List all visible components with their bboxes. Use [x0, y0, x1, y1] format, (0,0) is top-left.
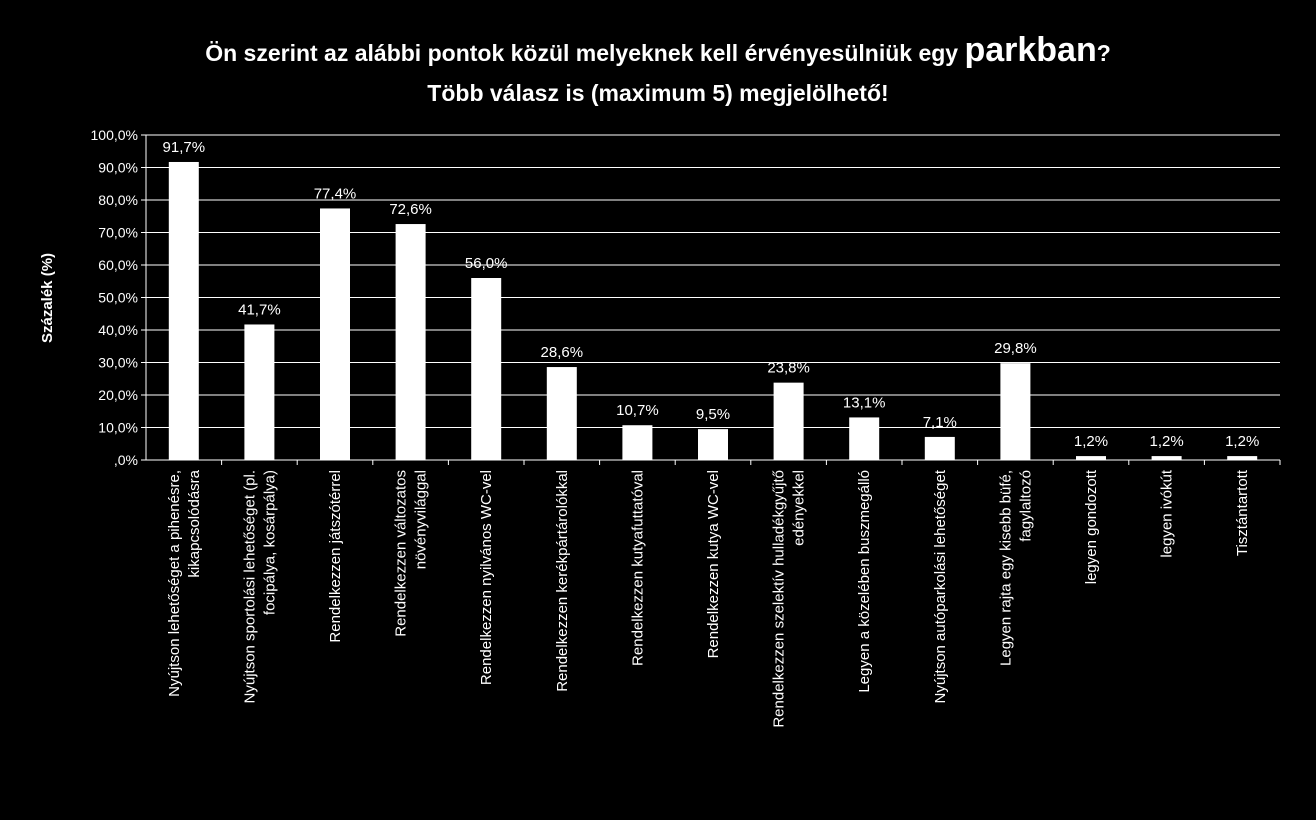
x-tick-label-line: legyen gondozott: [1083, 470, 1100, 585]
x-tick-label: [1159, 469, 1176, 557]
data-label: 1,2%: [1225, 433, 1260, 451]
data-label: 13,1%: [842, 394, 886, 412]
y-tick-label: 40,0%: [98, 322, 138, 338]
x-tick-label: [554, 470, 571, 692]
x-tick-label-line: Nyújtson autóparkolási lehetőséget: [931, 470, 949, 704]
x-tick-label: [771, 470, 808, 728]
x-tick-label-line: Legyen rajta egy kisebb büfé,: [997, 470, 1015, 666]
x-tick-label-line: növényvilággal: [412, 470, 430, 570]
y-axis-ticks: [91, 127, 138, 468]
bar: [849, 417, 879, 460]
y-tick-label: 30,0%: [98, 354, 138, 371]
y-tick-label: ,0%: [113, 452, 138, 468]
x-tick-label-line: focipálya, kosárpálya): [261, 470, 279, 616]
bar: [698, 429, 728, 460]
bar: [1076, 456, 1106, 460]
y-tick-label: 90,0%: [98, 159, 138, 176]
bar: [471, 278, 501, 460]
bar: [774, 383, 804, 460]
x-tick-label-line: Rendelkezzen nyilvános WC-vel: [478, 470, 496, 686]
data-label: 7,1%: [922, 413, 957, 431]
data-label: 23,8%: [767, 359, 810, 377]
y-tick-label: 100,0%: [90, 127, 138, 143]
y-axis-label: Százalék (%): [39, 252, 56, 344]
x-axis-categories: [166, 469, 1251, 727]
x-tick-label: [856, 470, 873, 693]
x-tick-label-line: Rendelkezzen kutyafuttatóval: [629, 470, 647, 666]
x-tick-label: [705, 470, 722, 658]
x-tick-label: [1083, 469, 1100, 584]
x-tick-label-line: legyen ivókút: [1158, 470, 1176, 558]
bar: [622, 425, 652, 460]
data-label: 1,2%: [1149, 433, 1184, 451]
y-tick-label: 20,0%: [98, 387, 138, 403]
data-label: 56,0%: [464, 255, 508, 272]
x-tick-label: [241, 470, 278, 703]
x-tick-label: [629, 470, 646, 666]
x-tick-label: [1234, 469, 1251, 556]
x-tick-label: [393, 470, 430, 637]
x-tick-label-line: kikapcsolódásra: [185, 470, 203, 578]
y-tick-label: 10,0%: [98, 419, 138, 436]
y-tick-label: 80,0%: [98, 192, 138, 208]
bar: [925, 437, 955, 460]
x-tick-label-line: Rendelkezzen változatos: [392, 470, 410, 637]
x-tick-label-line: edényekkel: [790, 470, 808, 546]
data-label: 1,2%: [1073, 433, 1109, 451]
x-tick-label: [478, 470, 495, 685]
bar: [244, 324, 274, 460]
x-tick-label-line: Rendelkezzen kutya WC-vel: [705, 470, 722, 659]
x-tick-label: [932, 469, 949, 703]
y-tick-label: 70,0%: [98, 224, 138, 241]
x-tick-label-line: Tisztántartott: [1234, 470, 1252, 557]
x-tick-label-line: Rendelkezzen játszótérrel: [327, 470, 344, 643]
bar: [396, 224, 426, 460]
data-label: 41,7%: [238, 301, 281, 319]
data-label: 77,4%: [313, 185, 357, 203]
chart-title-line2: Több válasz is (maximum 5) megjelölhető!: [427, 80, 889, 106]
x-tick-label-line: Nyújtson lehetőséget a pihenésre,: [165, 470, 183, 697]
x-tick-label-line: Legyen a közelében buszmegálló: [856, 470, 874, 693]
title-question-mark: ?: [1096, 40, 1111, 66]
x-tick-label-line: Nyújtson sportolási lehetőséget (pl.: [241, 470, 259, 704]
x-tick-label-line: Rendelkezzen szelektív hulladékgyűjtő: [770, 470, 788, 728]
bar: [547, 367, 577, 460]
y-tick-label: 50,0%: [98, 289, 138, 306]
data-label: 9,5%: [695, 406, 731, 424]
data-label: 72,6%: [389, 201, 432, 219]
bar: [1227, 456, 1257, 460]
x-tick-label-line: Rendelkezzen kerékpártárolókkal: [553, 470, 571, 692]
y-tick-label: 60,0%: [98, 257, 138, 273]
bar: [169, 162, 199, 460]
x-tick-label-line: fagylaltozó: [1017, 470, 1035, 542]
x-tick-label: [166, 469, 203, 696]
title-emphasis: parkban: [964, 31, 1097, 69]
bar: [1152, 456, 1182, 460]
title-line1-text: Ön szerint az alábbi pontok közül melyeknek kell érvényesülniük egy: [205, 40, 965, 66]
data-label: 91,7%: [162, 138, 206, 156]
bar: [320, 208, 350, 460]
data-label: 28,6%: [540, 344, 584, 362]
data-label: 29,8%: [994, 340, 1037, 358]
x-tick-label: [327, 470, 344, 643]
bar: [1000, 363, 1030, 460]
data-label: 10,7%: [616, 402, 659, 420]
x-tick-label: [997, 470, 1034, 666]
